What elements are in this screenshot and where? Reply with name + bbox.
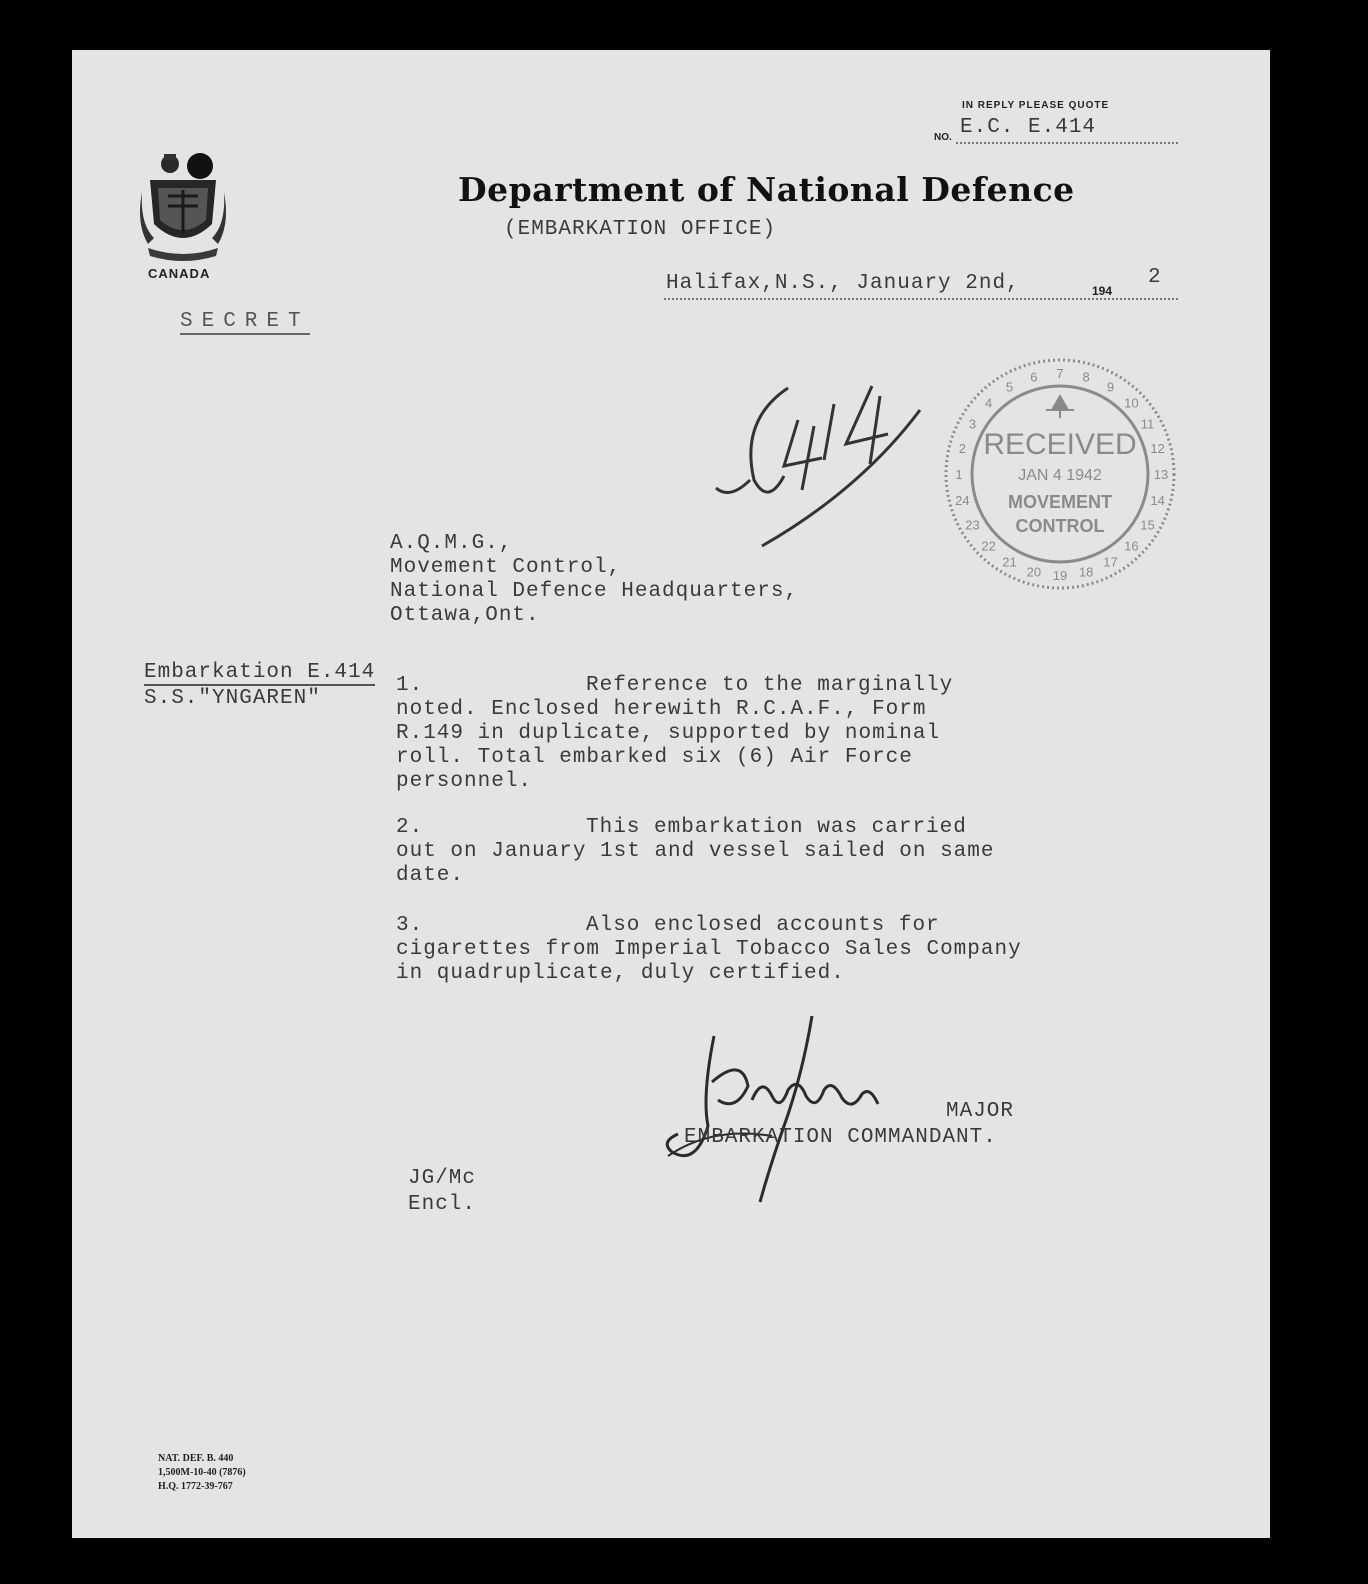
paragraph-1 bbox=[396, 674, 953, 794]
stamp-ring-number: 5 bbox=[1005, 379, 1014, 395]
stamp-title: RECEIVED bbox=[983, 428, 1137, 461]
typist-initials: JG/Mc bbox=[408, 1167, 477, 1190]
dateline-place-date: Halifax,N.S., January 2nd, bbox=[666, 272, 1020, 295]
department-title: Department of National Defence bbox=[458, 170, 1075, 209]
stamp-line1: MOVEMENT bbox=[1007, 492, 1113, 512]
reference-number-field bbox=[934, 116, 1178, 144]
letter-page bbox=[72, 50, 1270, 1538]
paragraph-line: date. bbox=[396, 864, 465, 887]
enclosure-note: Encl. bbox=[408, 1193, 477, 1216]
margin-note-line1: Embarkation E.414 bbox=[144, 661, 376, 684]
stamp-ring-number: 19 bbox=[1052, 568, 1068, 583]
stamp-ring-number: 8 bbox=[1082, 369, 1090, 385]
form-footer-line: H.Q. 1772-39-767 bbox=[158, 1481, 233, 1492]
paragraph-number: 3. bbox=[396, 914, 424, 937]
paragraph-line: out on January 1st and vessel sailed on same bbox=[396, 840, 995, 863]
addressee-block bbox=[390, 532, 798, 628]
stamp-ring-number: 7 bbox=[1056, 366, 1064, 381]
stamp-date: JAN 4 1942 bbox=[1018, 467, 1102, 484]
reference-number: E.C. E.414 bbox=[960, 116, 1097, 139]
paragraph-line: cigarettes from Imperial Tobacco Sales Company bbox=[396, 938, 1022, 961]
stamp-ring-number: 24 bbox=[955, 493, 970, 509]
received-stamp bbox=[940, 354, 1180, 594]
paragraph-line: roll. Total embarked six (6) Air Force bbox=[396, 746, 913, 769]
signatory-title: EMBARKATION COMMANDANT. bbox=[684, 1126, 997, 1149]
stamp-ring-number: 14 bbox=[1150, 493, 1165, 509]
coat-of-arms-icon bbox=[138, 144, 228, 264]
stamp-ring-number: 23 bbox=[965, 517, 980, 533]
paragraph-number: 2. bbox=[396, 816, 424, 839]
stamp-ring-number: 16 bbox=[1124, 538, 1139, 554]
addressee-line: Ottawa,Ont. bbox=[390, 604, 540, 627]
stamp-ring-number: 2 bbox=[958, 440, 967, 456]
stamp-ring-number: 21 bbox=[1002, 554, 1017, 570]
addressee-line: Movement Control, bbox=[390, 556, 622, 579]
stamp-ring-number: 20 bbox=[1026, 564, 1042, 580]
stamp-ring-number: 11 bbox=[1140, 416, 1155, 432]
dateline bbox=[664, 266, 1178, 300]
stamp-ring-number: 6 bbox=[1030, 369, 1038, 385]
margin-note-line2: S.S."YNGAREN" bbox=[144, 687, 321, 710]
margin-note bbox=[144, 660, 375, 712]
stamp-ring-number: 10 bbox=[1124, 395, 1139, 411]
paragraph-line: R.149 in duplicate, supported by nominal bbox=[396, 722, 941, 745]
stamp-line2: CONTROL bbox=[1015, 516, 1105, 536]
form-footer-line: 1,500M-10-40 (7876) bbox=[158, 1467, 246, 1478]
handwritten-signature bbox=[652, 1016, 892, 1206]
stamp-ring-number: 4 bbox=[984, 395, 993, 411]
stamp-ring-number: 3 bbox=[968, 416, 977, 432]
signatory-rank: MAJOR bbox=[946, 1100, 1015, 1123]
stamp-ring-number: 22 bbox=[981, 538, 996, 554]
reply-quote-label: IN REPLY PLEASE QUOTE bbox=[962, 100, 1110, 111]
secret-classification: SECRET bbox=[180, 310, 310, 333]
reference-no-label: NO. bbox=[934, 132, 952, 143]
stamp-ring-number: 13 bbox=[1153, 467, 1169, 482]
paragraph-number: 1. bbox=[396, 674, 424, 697]
handwritten-file-number bbox=[710, 380, 930, 550]
stamp-ring-number: 15 bbox=[1140, 517, 1155, 533]
paragraph-2 bbox=[396, 816, 995, 888]
paragraph-3 bbox=[396, 914, 1022, 986]
paragraph-line: in quadruplicate, duly certified. bbox=[396, 962, 845, 985]
reference-initials-block bbox=[408, 1166, 476, 1218]
form-footer bbox=[158, 1452, 246, 1494]
paragraph-line: personnel. bbox=[396, 770, 533, 793]
stamp-ring-number: 9 bbox=[1106, 379, 1115, 395]
stamp-ring-number: 18 bbox=[1078, 564, 1094, 580]
country-label: CANADA bbox=[148, 266, 211, 281]
paragraph-line: noted. Enclosed herewith R.C.A.F., Form bbox=[396, 698, 927, 721]
office-subtitle: (EMBARKATION OFFICE) bbox=[504, 218, 777, 241]
dateline-year-suffix: 2 bbox=[1148, 266, 1162, 289]
stamp-ring-number: 12 bbox=[1150, 440, 1165, 456]
paragraph-first-line: Also enclosed accounts for bbox=[586, 914, 940, 937]
dateline-year-prefix: 194 bbox=[1092, 284, 1113, 298]
paragraph-first-line: Reference to the marginally bbox=[586, 674, 954, 697]
addressee-line: National Defence Headquarters, bbox=[390, 580, 799, 603]
stamp-ring-number: 17 bbox=[1103, 554, 1118, 570]
addressee-line: A.Q.M.G., bbox=[390, 532, 513, 555]
paragraph-first-line: This embarkation was carried bbox=[586, 816, 967, 839]
stamp-ring-number: 1 bbox=[955, 467, 963, 482]
form-footer-line: NAT. DEF. B. 440 bbox=[158, 1453, 234, 1464]
